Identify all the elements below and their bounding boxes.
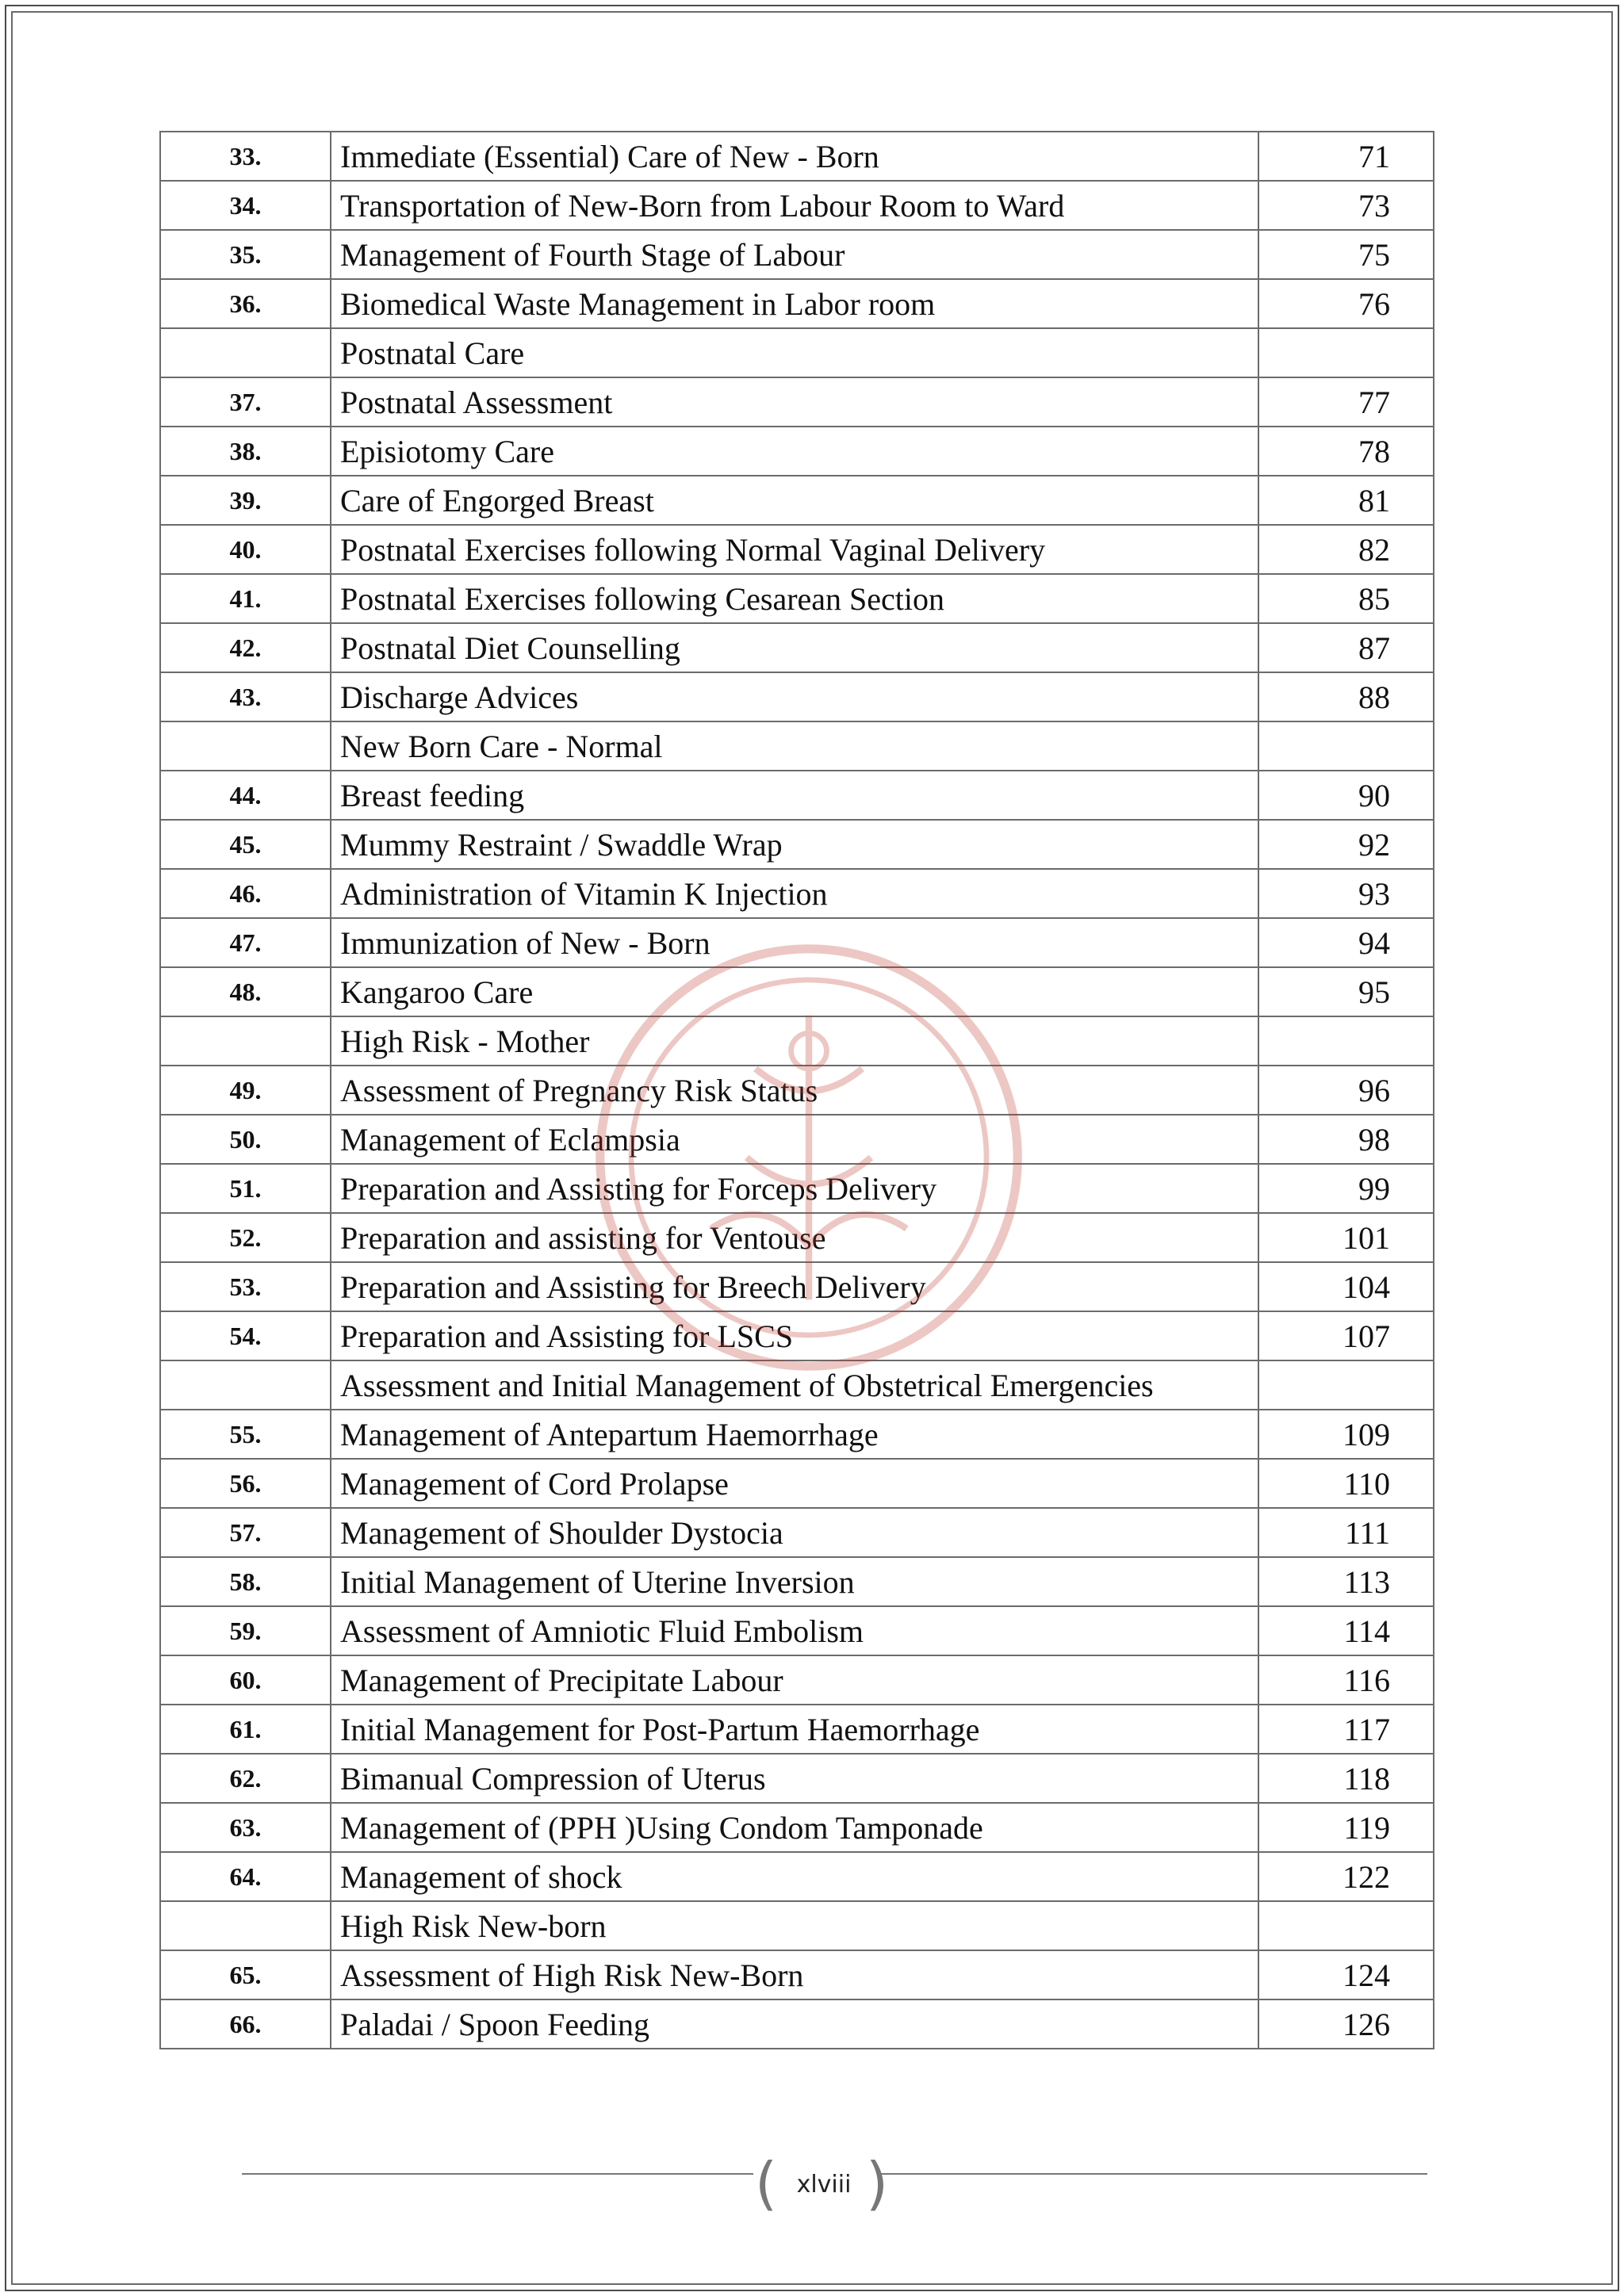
toc-row xyxy=(160,1803,1434,1852)
toc-section-heading: New Born Care - Normal xyxy=(331,721,1258,771)
toc-item-number: 43. xyxy=(160,672,331,721)
toc-row xyxy=(160,1066,1434,1115)
toc-item-title: Episiotomy Care xyxy=(331,427,1258,476)
toc-row xyxy=(160,1950,1434,1999)
toc-page-number: 122 xyxy=(1258,1852,1434,1901)
toc-item-title: Bimanual Compression of Uterus xyxy=(331,1754,1258,1803)
toc-item-number: 33. xyxy=(160,132,331,181)
toc-row xyxy=(160,1508,1434,1557)
toc-item-title: Management of shock xyxy=(331,1852,1258,1901)
toc-item-number: 51. xyxy=(160,1164,331,1213)
toc-item-number: 41. xyxy=(160,574,331,623)
toc-page-number: 85 xyxy=(1258,574,1434,623)
toc-item-number: 49. xyxy=(160,1066,331,1115)
toc-page-number xyxy=(1258,1016,1434,1066)
toc-item-title: Management of (PPH )Using Condom Tamponade xyxy=(331,1803,1258,1852)
toc-row xyxy=(160,1164,1434,1213)
toc-item-number: 35. xyxy=(160,230,331,279)
toc-page-number: 76 xyxy=(1258,279,1434,328)
toc-page-number: 98 xyxy=(1258,1115,1434,1164)
toc-item-number: 46. xyxy=(160,869,331,918)
toc-item-title: Administration of Vitamin K Injection xyxy=(331,869,1258,918)
toc-item-number xyxy=(160,328,331,377)
toc-item-title: Transportation of New-Born from Labour Room to Ward xyxy=(331,181,1258,230)
toc-section-row xyxy=(160,1901,1434,1950)
toc-page-number: 78 xyxy=(1258,427,1434,476)
toc-section-heading: High Risk New-born xyxy=(331,1901,1258,1950)
footer-bracket-open: ( xyxy=(755,2150,778,2217)
toc-item-number: 59. xyxy=(160,1606,331,1655)
toc-row xyxy=(160,1262,1434,1311)
toc-item-number: 57. xyxy=(160,1508,331,1557)
toc-row xyxy=(160,279,1434,328)
toc-item-title: Assessment of Pregnancy Risk Status xyxy=(331,1066,1258,1115)
toc-item-title: Preparation and Assisting for Forceps Delivery xyxy=(331,1164,1258,1213)
toc-item-number: 53. xyxy=(160,1262,331,1311)
toc-page-number xyxy=(1258,1901,1434,1950)
toc-item-title: Immediate (Essential) Care of New - Born xyxy=(331,132,1258,181)
toc-item-number: 56. xyxy=(160,1459,331,1508)
toc-section-row xyxy=(160,1360,1434,1410)
toc-item-title: Immunization of New - Born xyxy=(331,918,1258,967)
toc-row xyxy=(160,967,1434,1016)
toc-row xyxy=(160,1311,1434,1360)
toc-page-number xyxy=(1258,1360,1434,1410)
toc-page-number: 114 xyxy=(1258,1606,1434,1655)
toc-item-number: 66. xyxy=(160,1999,331,2049)
toc-page-number: 116 xyxy=(1258,1655,1434,1705)
toc-page-number: 109 xyxy=(1258,1410,1434,1459)
toc-page-number: 126 xyxy=(1258,1999,1434,2049)
toc-page-number: 90 xyxy=(1258,771,1434,820)
table-of-contents xyxy=(159,131,1434,2049)
toc-body xyxy=(160,132,1434,2049)
toc-section-heading: Postnatal Care xyxy=(331,328,1258,377)
toc-page-number: 101 xyxy=(1258,1213,1434,1262)
toc-item-number: 44. xyxy=(160,771,331,820)
toc-row xyxy=(160,918,1434,967)
toc-section-row xyxy=(160,721,1434,771)
toc-item-number: 47. xyxy=(160,918,331,967)
toc-row xyxy=(160,869,1434,918)
toc-item-title: Mummy Restraint / Swaddle Wrap xyxy=(331,820,1258,869)
toc-item-number: 39. xyxy=(160,476,331,525)
toc-item-number: 40. xyxy=(160,525,331,574)
toc-row xyxy=(160,1754,1434,1803)
toc-item-number: 64. xyxy=(160,1852,331,1901)
toc-page-number: 99 xyxy=(1258,1164,1434,1213)
toc-page-number: 113 xyxy=(1258,1557,1434,1606)
toc-item-title: Kangaroo Care xyxy=(331,967,1258,1016)
toc-item-number xyxy=(160,1360,331,1410)
toc-row xyxy=(160,1459,1434,1508)
toc-row xyxy=(160,1852,1434,1901)
toc-section-row xyxy=(160,1016,1434,1066)
toc-page-number: 71 xyxy=(1258,132,1434,181)
toc-page-number: 73 xyxy=(1258,181,1434,230)
toc-item-title: Discharge Advices xyxy=(331,672,1258,721)
toc-row xyxy=(160,820,1434,869)
toc-row xyxy=(160,476,1434,525)
toc-page-number: 118 xyxy=(1258,1754,1434,1803)
toc-page-number: 92 xyxy=(1258,820,1434,869)
toc-item-number: 48. xyxy=(160,967,331,1016)
toc-item-number: 34. xyxy=(160,181,331,230)
toc-item-number xyxy=(160,721,331,771)
toc-row xyxy=(160,672,1434,721)
toc-item-number: 42. xyxy=(160,623,331,672)
toc-section-heading: High Risk - Mother xyxy=(331,1016,1258,1066)
toc-page-number: 110 xyxy=(1258,1459,1434,1508)
toc-item-number: 65. xyxy=(160,1950,331,1999)
toc-row xyxy=(160,181,1434,230)
toc-page-number: 117 xyxy=(1258,1705,1434,1754)
toc-row xyxy=(160,525,1434,574)
toc-page-number: 75 xyxy=(1258,230,1434,279)
toc-page-number: 104 xyxy=(1258,1262,1434,1311)
toc-item-title: Postnatal Assessment xyxy=(331,377,1258,427)
toc-page-number xyxy=(1258,721,1434,771)
toc-page-number: 124 xyxy=(1258,1950,1434,1999)
toc-item-title: Assessment of Amniotic Fluid Embolism xyxy=(331,1606,1258,1655)
toc-item-title: Preparation and assisting for Ventouse xyxy=(331,1213,1258,1262)
toc-page-number xyxy=(1258,328,1434,377)
toc-item-number xyxy=(160,1901,331,1950)
toc-item-title: Management of Antepartum Haemorrhage xyxy=(331,1410,1258,1459)
toc-item-title: Postnatal Exercises following Normal Vaginal Delivery xyxy=(331,525,1258,574)
toc-row xyxy=(160,230,1434,279)
toc-item-title: Management of Cord Prolapse xyxy=(331,1459,1258,1508)
toc-item-title: Care of Engorged Breast xyxy=(331,476,1258,525)
toc-row xyxy=(160,771,1434,820)
toc-item-title: Postnatal Diet Counselling xyxy=(331,623,1258,672)
toc-row xyxy=(160,1213,1434,1262)
toc-page-number: 93 xyxy=(1258,869,1434,918)
toc-item-number: 45. xyxy=(160,820,331,869)
toc-item-title: Biomedical Waste Management in Labor room xyxy=(331,279,1258,328)
toc-item-title: Management of Shoulder Dystocia xyxy=(331,1508,1258,1557)
toc-page-number: 95 xyxy=(1258,967,1434,1016)
toc-section-row xyxy=(160,328,1434,377)
toc-row xyxy=(160,1115,1434,1164)
toc-row xyxy=(160,377,1434,427)
toc-page-number: 119 xyxy=(1258,1803,1434,1852)
toc-page-number: 81 xyxy=(1258,476,1434,525)
toc-item-number: 36. xyxy=(160,279,331,328)
toc-item-number: 61. xyxy=(160,1705,331,1754)
toc-item-title: Management of Fourth Stage of Labour xyxy=(331,230,1258,279)
toc-item-title: Management of Eclampsia xyxy=(331,1115,1258,1164)
footer-rule-left xyxy=(242,2173,753,2175)
toc-item-number: 55. xyxy=(160,1410,331,1459)
toc-item-number xyxy=(160,1016,331,1066)
toc-page-number: 87 xyxy=(1258,623,1434,672)
toc-item-number: 52. xyxy=(160,1213,331,1262)
toc-row xyxy=(160,1999,1434,2049)
toc-item-title: Paladai / Spoon Feeding xyxy=(331,1999,1258,2049)
toc-row xyxy=(160,427,1434,476)
toc-page-number: 107 xyxy=(1258,1311,1434,1360)
toc-item-number: 63. xyxy=(160,1803,331,1852)
toc-item-title: Initial Management for Post-Partum Haemorrhage xyxy=(331,1705,1258,1754)
toc-row xyxy=(160,1557,1434,1606)
toc-item-title: Initial Management of Uterine Inversion xyxy=(331,1557,1258,1606)
toc-page-number: 96 xyxy=(1258,1066,1434,1115)
toc-item-title: Breast feeding xyxy=(331,771,1258,820)
toc-row xyxy=(160,1655,1434,1705)
toc-item-title: Assessment of High Risk New-Born xyxy=(331,1950,1258,1999)
toc-row xyxy=(160,132,1434,181)
toc-item-number: 38. xyxy=(160,427,331,476)
toc-page-number: 111 xyxy=(1258,1508,1434,1557)
footer-rule-right xyxy=(880,2173,1427,2175)
footer-bracket-close: ) xyxy=(866,2150,889,2217)
toc-row xyxy=(160,1705,1434,1754)
toc-page-number: 82 xyxy=(1258,525,1434,574)
toc-item-number: 50. xyxy=(160,1115,331,1164)
toc-item-number: 58. xyxy=(160,1557,331,1606)
page-number: xlviii xyxy=(796,2171,852,2198)
toc-page-number: 77 xyxy=(1258,377,1434,427)
toc-row xyxy=(160,1606,1434,1655)
toc-page-number: 94 xyxy=(1258,918,1434,967)
toc-item-number: 60. xyxy=(160,1655,331,1705)
toc-item-title: Preparation and Assisting for Breech Delivery xyxy=(331,1262,1258,1311)
toc-item-number: 54. xyxy=(160,1311,331,1360)
toc-row xyxy=(160,1410,1434,1459)
toc-row xyxy=(160,623,1434,672)
toc-row xyxy=(160,574,1434,623)
toc-section-heading: Assessment and Initial Management of Obstetrical Emergencies xyxy=(331,1360,1258,1410)
toc-item-title: Preparation and Assisting for LSCS xyxy=(331,1311,1258,1360)
toc-item-title: Management of Precipitate Labour xyxy=(331,1655,1258,1705)
toc-page-number: 88 xyxy=(1258,672,1434,721)
toc-item-number: 62. xyxy=(160,1754,331,1803)
toc-item-title: Postnatal Exercises following Cesarean Section xyxy=(331,574,1258,623)
toc-item-number: 37. xyxy=(160,377,331,427)
